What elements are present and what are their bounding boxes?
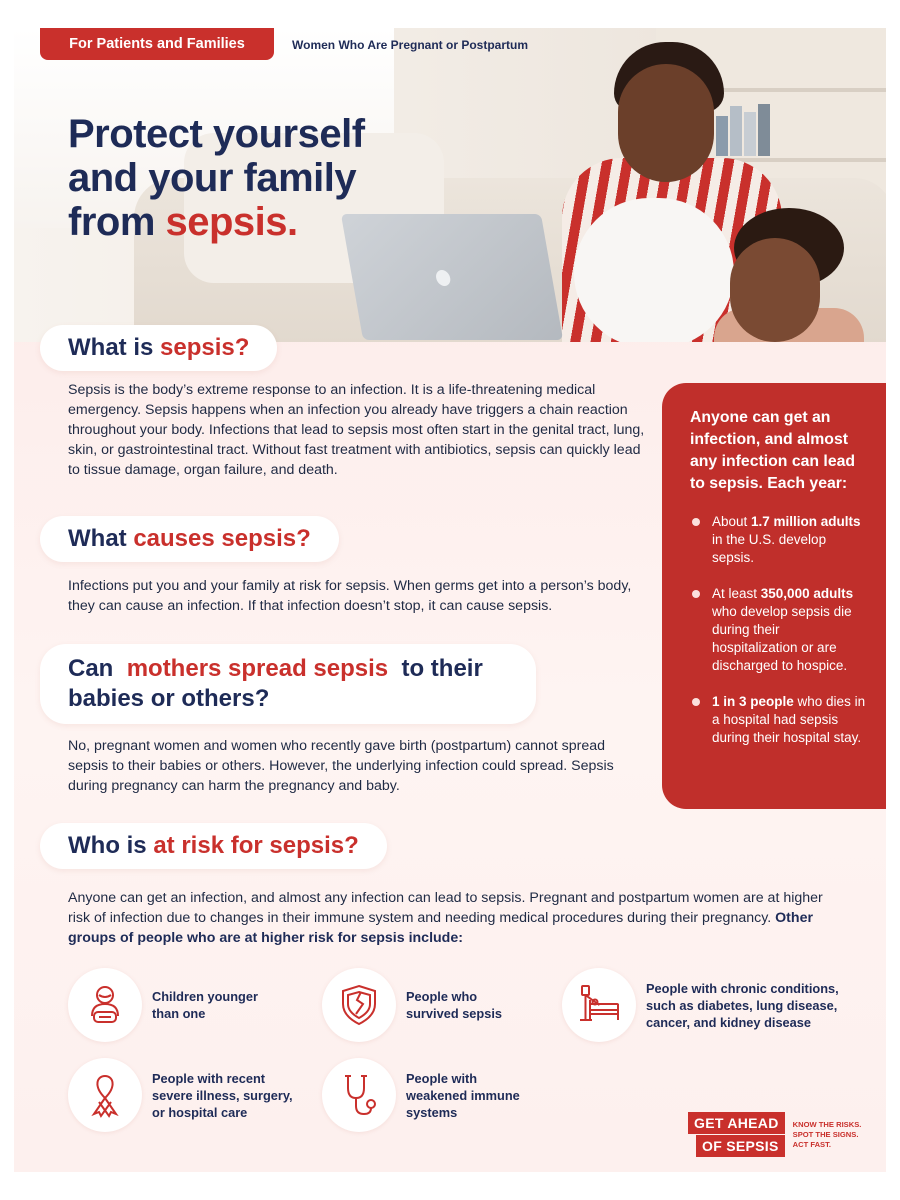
audience-tag: For Patients and Families (40, 28, 274, 60)
logo-line-2: OF SEPSIS (696, 1135, 785, 1157)
mother-face (618, 64, 714, 182)
stat-item: About 1.7 million adults in the U.S. develop sepsis. (690, 513, 866, 567)
fact-sheet (14, 28, 886, 1172)
risk-group-immune (322, 1058, 536, 1132)
section-heading-risk: Who is at risk for sepsis? (40, 823, 387, 869)
stethoscope-icon (322, 1058, 396, 1132)
title-highlight: sepsis. (165, 200, 298, 244)
stat-item: 1 in 3 people who dies in a hospital had sepsis during their hospital stay. (690, 693, 866, 747)
section-body-risk: Anyone can get an infection, and almost any infection can lead to sepsis. Pregnant and postpartum women are at higher risk of infection due to changes in their immune system and needing medical procedures during their pregnancy. Other groups of people who are at higher risk for sepsis include: (68, 890, 823, 946)
risk-group-chronic (562, 968, 846, 1042)
risk-group-recent-illness (68, 1058, 302, 1132)
section-body-mothers: No, pregnant women and women who recently gave birth (postpartum) cannot spread sepsis to their babies or others. However, the underlying infection could spread. Sepsis during pregnancy can harm the pregnancy and baby. (68, 738, 614, 794)
audience-subtitle: Women Who Are Pregnant or Postpartum (292, 38, 529, 52)
risk-group-label: People with chronic conditions, such as diabetes, lung disease, cancer, and kidney disease (646, 980, 839, 1030)
hospital-bed-icon (562, 968, 636, 1042)
section-heading-what: What is sepsis? (40, 325, 277, 371)
get-ahead-of-sepsis-logo (688, 1112, 861, 1157)
pregnant-belly (574, 198, 734, 342)
risk-group-label: People with recent severe illness, surgery, or hospital care (152, 1070, 293, 1120)
stats-list (690, 513, 866, 747)
logo-tagline: KNOW THE RISKS. SPOT THE SIGNS. ACT FAST. (792, 1119, 862, 1149)
baby-icon (68, 968, 142, 1042)
logo-line-1: GET AHEAD (688, 1112, 785, 1134)
stats-intro: Anyone can get an infection, and almost any infection can lead to sepsis. Each year: (690, 409, 856, 492)
broken-shield-icon (322, 968, 396, 1042)
child-face (730, 238, 820, 342)
risk-group-label: Children younger than one (152, 989, 258, 1021)
stat-item: At least 350,000 adults who develop sepsis die during their hospitalization or are discharged to hospice. (690, 585, 866, 675)
title-line-3: from sepsis. (68, 200, 298, 244)
title-line-2: and your family (68, 156, 357, 200)
risk-group-label: People who survived sepsis (406, 989, 503, 1021)
section-body-causes: Infections put you and your family at risk for sepsis. When germs get into a person’s body, they can cause an infection. If that infection doesn’t stop, it can cause sepsis. (68, 578, 632, 614)
section-body-what: Sepsis is the body’s extreme response to an infection. It is a life-threatening medical emergency. Sepsis happens when an infection you already have triggers a chain reaction throughout your body. Infections that lead to sepsis most often start in the genital tract, lung, skin, or gastrointestinal tract. Without fast treatment with antibiotics, sepsis can quickly lead to tissue damage, organ failure, and death. (68, 382, 645, 478)
section-heading-mothers: Can mothers spread sepsis to their babies or others? (40, 644, 536, 724)
section-heading-causes: What causes sepsis? (40, 516, 339, 562)
awareness-ribbon-icon (68, 1058, 142, 1132)
risk-group-label: People with weakened immune systems (406, 1070, 520, 1120)
stats-sidebar (662, 383, 886, 809)
risk-group-children (68, 968, 282, 1042)
title-line-1: Protect yourself (68, 112, 365, 156)
risk-group-survivors (322, 968, 526, 1042)
page-title (68, 112, 428, 244)
